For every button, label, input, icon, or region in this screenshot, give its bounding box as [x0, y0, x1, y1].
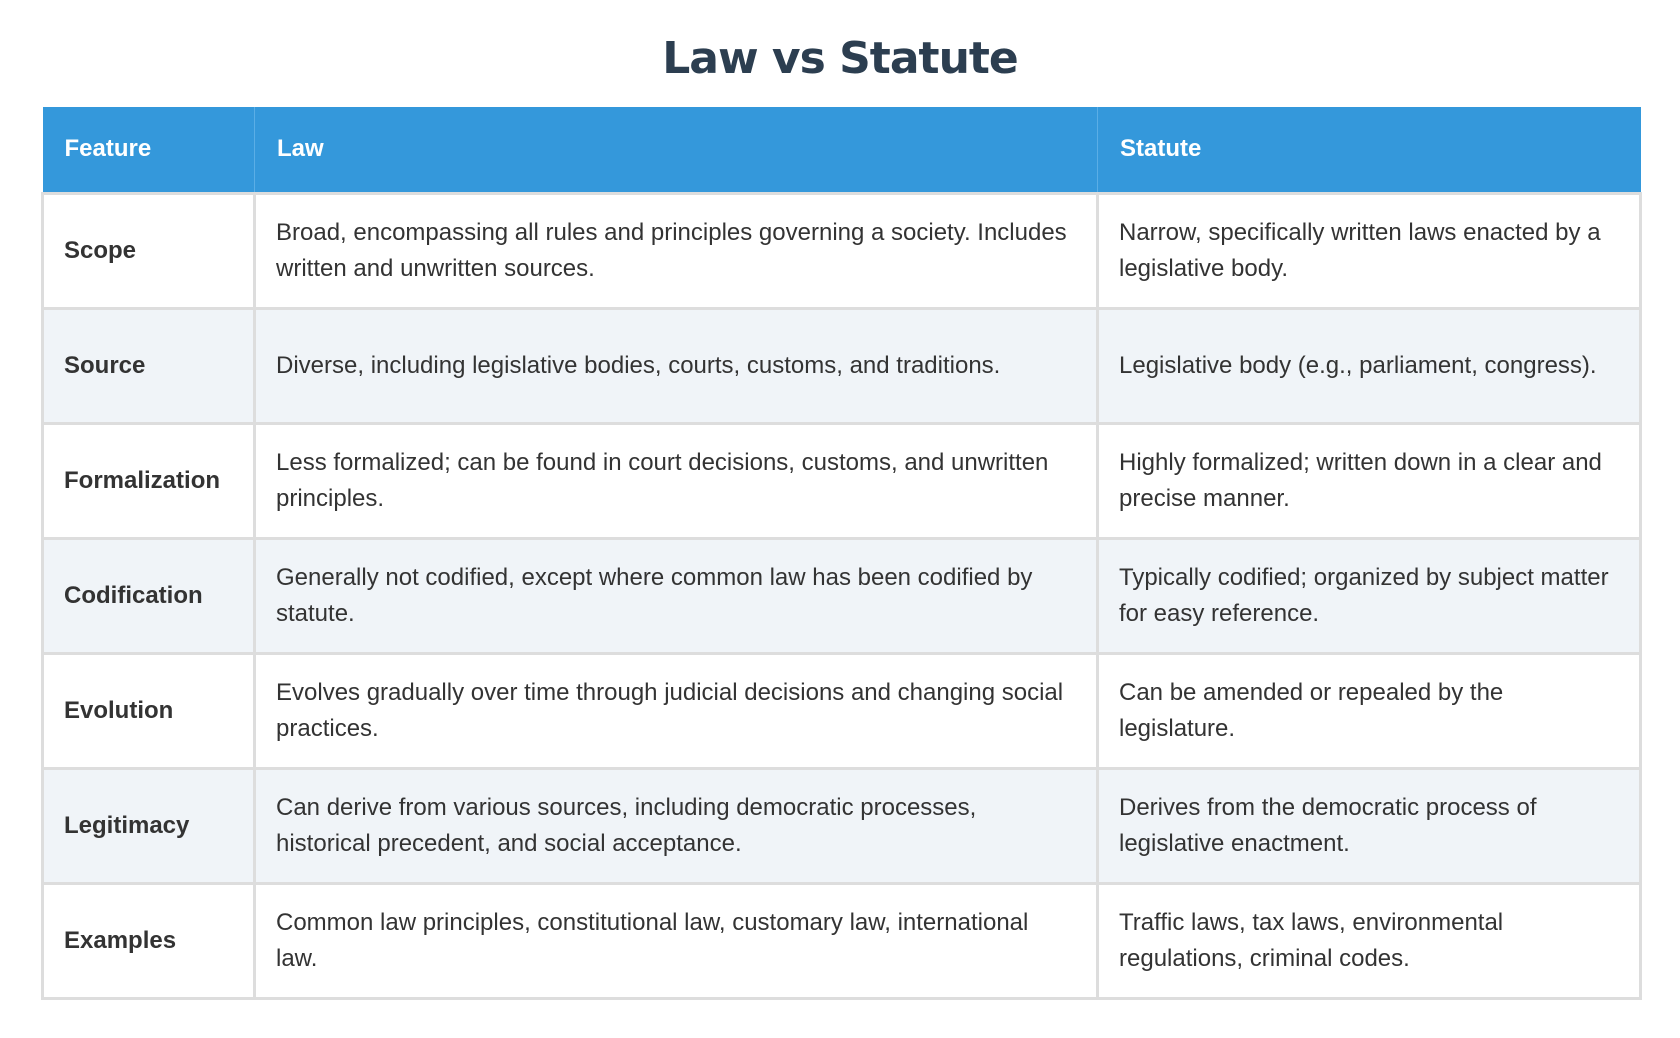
- comparison-table-container: [41, 107, 1639, 1000]
- law-cell: Generally not codified, except where common law has been codified by statute.: [255, 538, 1098, 653]
- table-header: [43, 107, 1641, 193]
- feature-cell: Formalization: [43, 423, 255, 538]
- feature-cell: Examples: [43, 883, 255, 998]
- law-cell: Common law principles, constitutional law, customary law, international law.: [255, 883, 1098, 998]
- feature-cell: Scope: [43, 193, 255, 308]
- law-cell: Less formalized; can be found in court decisions, customs, and unwritten principles.: [255, 423, 1098, 538]
- table-body: [43, 193, 1641, 998]
- feature-cell: Source: [43, 308, 255, 423]
- feature-cell: Codification: [43, 538, 255, 653]
- statute-cell: Traffic laws, tax laws, environmental regulations, criminal codes.: [1098, 883, 1641, 998]
- law-cell: Broad, encompassing all rules and principles governing a society. Includes written and unwritten sources.: [255, 193, 1098, 308]
- table-row: [43, 538, 1641, 653]
- table-row: [43, 423, 1641, 538]
- law-cell: Diverse, including legislative bodies, courts, customs, and traditions.: [255, 308, 1098, 423]
- statute-cell: Legislative body (e.g., parliament, congress).: [1098, 308, 1641, 423]
- header-row: [43, 107, 1641, 193]
- header-statute: Statute: [1098, 107, 1641, 193]
- table-row: [43, 308, 1641, 423]
- statute-cell: Derives from the democratic process of legislative enactment.: [1098, 768, 1641, 883]
- law-cell: Can derive from various sources, including democratic processes, historical precedent, and social acceptance.: [255, 768, 1098, 883]
- feature-cell: Evolution: [43, 653, 255, 768]
- statute-cell: Typically codified; organized by subject matter for easy reference.: [1098, 538, 1641, 653]
- page-title: Law vs Statute: [662, 33, 1018, 84]
- comparison-table: [41, 107, 1642, 1000]
- statute-cell: Highly formalized; written down in a clear and precise manner.: [1098, 423, 1641, 538]
- header-law: Law: [255, 107, 1098, 193]
- statute-cell: Can be amended or repealed by the legislature.: [1098, 653, 1641, 768]
- statute-cell: Narrow, specifically written laws enacted by a legislative body.: [1098, 193, 1641, 308]
- table-row: [43, 653, 1641, 768]
- table-row: [43, 883, 1641, 998]
- law-cell: Evolves gradually over time through judicial decisions and changing social practices.: [255, 653, 1098, 768]
- table-row: [43, 768, 1641, 883]
- feature-cell: Legitimacy: [43, 768, 255, 883]
- header-feature: Feature: [43, 107, 255, 193]
- table-row: [43, 193, 1641, 308]
